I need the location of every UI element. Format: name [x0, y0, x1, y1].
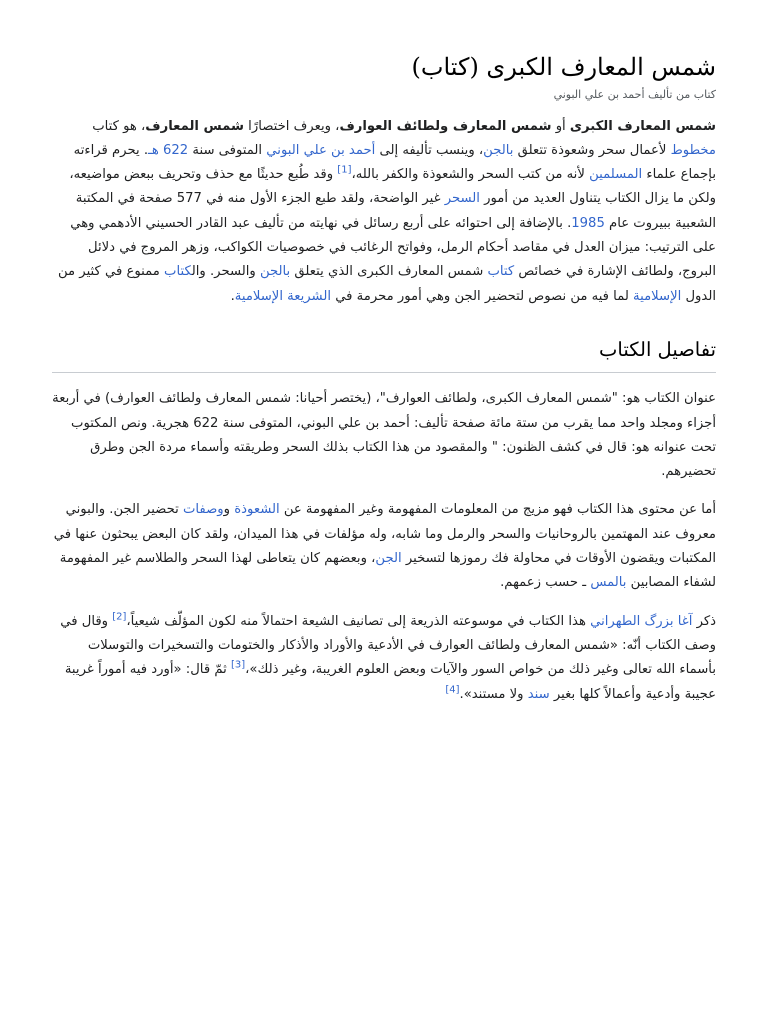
link-jinn[interactable]: بالجن — [259, 264, 291, 280]
intro-text: والسحر. وال — [191, 264, 260, 280]
link-chain[interactable]: سند — [527, 686, 550, 702]
reference-3[interactable]: [3] — [230, 659, 246, 671]
details-text: ، وبعضهم كان يتعاطى لهذا السحر والطلاسم غير المفهومة لشفاء المصابين — [59, 551, 716, 591]
intro-text: . يحرم قراءته بإجماع علماء — [73, 142, 716, 183]
intro-text: ، هو كتاب — [92, 118, 146, 134]
details-text: أما عن محتوى هذا الكتاب فهو مزيج من المعلومات المفهومة وغير المفهومة عن — [279, 502, 716, 518]
intro-text: ، وينسب تأليفه إلى — [375, 142, 484, 158]
link-year-622[interactable]: 622 هـ — [148, 142, 189, 158]
details-paragraph-1: عنوان الكتاب هو: "شمس المعارف الكبرى، ولطائف العوارف"، (يختصر أحيانا: شمس المعارف ولطائف العوارف) في أربعة أجزاء ومجلد واحد مما يقرب من ستة مائة صفحة تأليف: أحمد بن علي البوني، المتوفى سنة 622 هجرية. ونص المكتوب تحت عنوانه هو: قال في كشف الظنون: " والمقصود من هذا الكتاب بذلك السحر وطريقته وأسماء مردة الجن وطرق تحضيرهم. — [52, 391, 716, 480]
reference-2[interactable]: [2] — [112, 611, 127, 623]
intro-text: ممنوع في كثير من الدول — [58, 264, 716, 304]
bold-term-1: شمس المعارف الكبرى — [569, 118, 716, 134]
page-subtitle: كتاب من تأليف أحمد بن علي البوني — [553, 88, 716, 102]
intro-text: أو — [551, 118, 570, 134]
intro-text: لما فيه من نصوص لتحضير الجن وهي أمور محرمة في — [331, 288, 634, 304]
intro-text: وقد طُبع حديثًا مع حذف وتحريف ببعض مواضيعه، ولكن ما يزال الكتاب يتناول العديد من أمور — [69, 167, 716, 207]
intro-text: شمس المعارف الكبرى الذي يتعلق — [290, 264, 488, 280]
details-text: ذكر — [692, 613, 716, 629]
intro-paragraph — [52, 115, 716, 309]
details-text: ثمّ قال: «أورد فيه أموراً غريبة عجيبة وأدعية وأعمالاً كلها بغير — [64, 662, 716, 702]
details-paragraph-3 — [52, 610, 716, 707]
details-text: ـ حسب زعمهم. — [500, 575, 591, 591]
link-magic[interactable]: السحر — [444, 191, 480, 207]
link-year-1985[interactable]: 1985 — [571, 215, 605, 231]
reference-1[interactable]: [1] — [337, 164, 352, 176]
intro-text: . بالإضافة إلى احتوائه على أربع رسائل في نهايته من تأليف عبد القادر الحسيني الأدهمي وهي على الترتيب: ميزان العدل في مقاصد أحكام الرمل، وفواتح الرغائب في خصوصيات الكواكب، وزهر المروج في دلائل البروج، ولطائف الإشارة في خصائص — [70, 215, 716, 280]
page-title: شمس المعارف الكبرى (كتاب) — [411, 53, 716, 81]
details-text: و — [223, 502, 235, 518]
intro-text: لأعمال سحر وشعوذة تتعلق — [513, 142, 671, 158]
link-muslims[interactable]: المسلمين — [589, 167, 643, 183]
link-touch[interactable]: بالمس — [590, 575, 627, 591]
intro-text: غير الواضحة، ولقد طبع الجزء الأول منه في 577 صفحة في المكتبة الشعبية ببيروت عام — [75, 191, 716, 231]
details-text: هذا الكتاب في موسوعته الذريعة إلى تصانيف الشيعة احتمالاً منه لكون المؤلّف شيعياً، — [126, 613, 591, 629]
intro-text: . — [230, 288, 235, 304]
link-manuscript[interactable]: مخطوط — [670, 142, 716, 158]
details-text: وقال في وصف الكتاب أنّه: «شمس المعارف ولطائف العوارف في الأدعية والأوراد والأذكار والختومات والتسخيرات والتوسلات بأسماء الله تعالى وغير ذلك من خواص السور والآيات وبعض العلوم الغريبة، وغير ذلك»، — [60, 613, 716, 678]
bold-term-3: شمس المعارف — [145, 118, 244, 134]
link-book[interactable]: كتاب — [487, 264, 515, 280]
link-recipes[interactable]: وصفات — [183, 502, 224, 518]
details-text: ولا مستند». — [459, 686, 528, 702]
link-jinn[interactable]: الجن — [375, 551, 402, 567]
intro-text: ، ويعرف اختصارًا — [243, 118, 340, 134]
details-paragraph-2 — [52, 498, 716, 595]
link-sorcery[interactable]: الشعوذة — [234, 502, 280, 518]
link-jinn[interactable]: بالجن — [483, 142, 514, 158]
details-text: تحضير الجن. والبوني معروف عند المهتمين بالروحانيات والسحر والرمل وما شابه، وله مؤلفات في هذا الميدان، ولقد كان البعض يبحثون عنها في المكتبات ويقضون الأوقات في محاولة فك رموزها لتسخير — [53, 502, 716, 567]
section-heading-details: تفاصيل الكتاب — [52, 337, 716, 373]
bold-term-2: شمس المعارف ولطائف العوارف — [339, 118, 552, 134]
link-islamic[interactable]: الإسلامية — [633, 288, 682, 304]
intro-text: لأنه من كتب السحر والشعوذة والكفر بالله، — [351, 167, 590, 183]
link-tehrani[interactable]: آغا بزرگ الطهراني — [590, 613, 693, 629]
intro-text: المتوفى سنة — [188, 142, 267, 158]
link-sharia[interactable]: الشريعة الإسلامية — [234, 288, 331, 304]
reference-4[interactable]: [4] — [445, 684, 460, 696]
link-book[interactable]: كتاب — [164, 264, 192, 280]
link-author[interactable]: أحمد بن علي البوني — [266, 142, 376, 158]
